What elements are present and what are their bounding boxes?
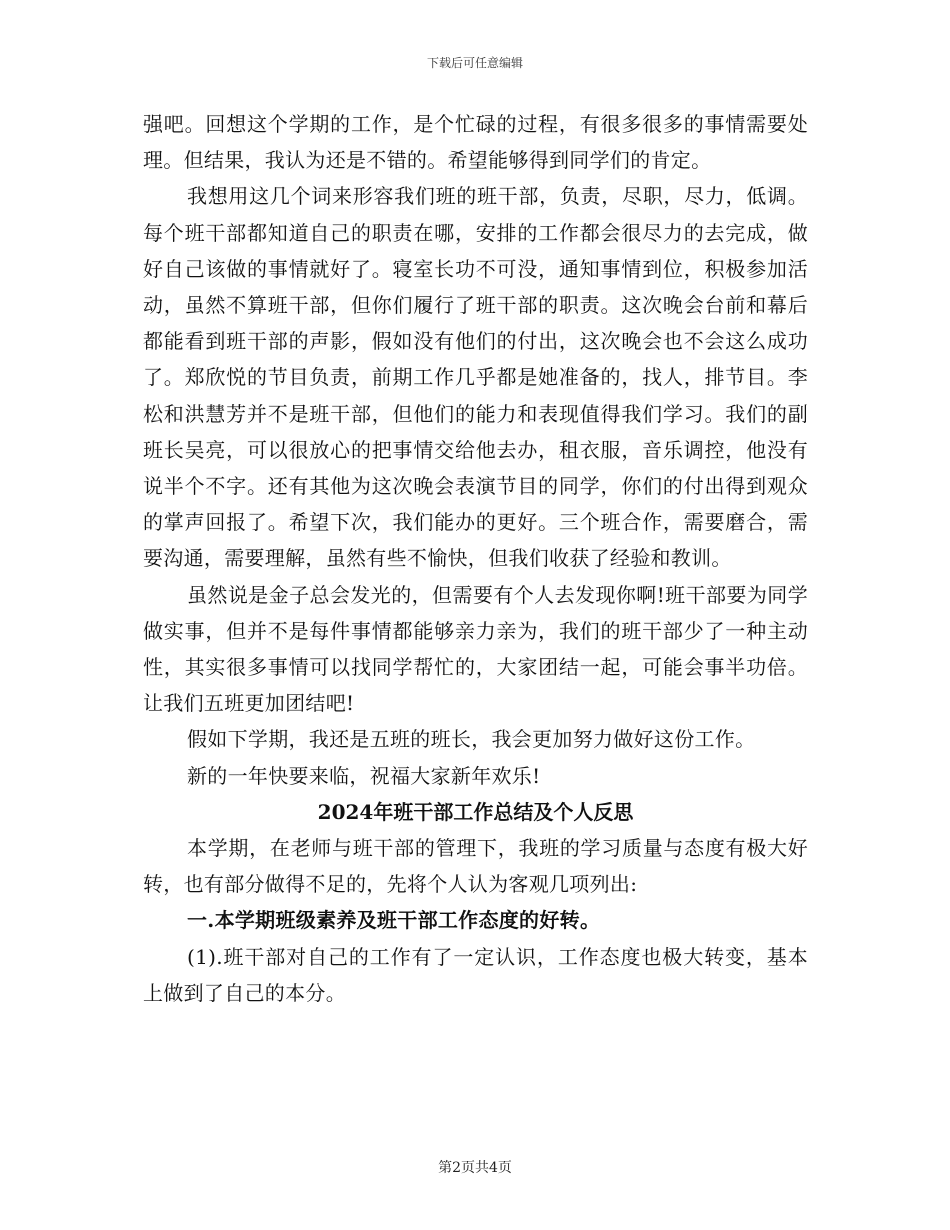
paragraph-gold-shines: 虽然说是金子总会发光的，但需要有个人去发现你啊!班干部要为同学做实事，但并不是每件事情都能够亲力亲为，我们的班干部少了一种主动性，其实很多事情可以找同学帮忙的，大家团结一起，可能会事半功倍。让我们五班更加团结吧! — [143, 582, 808, 716]
section-title: 2024年班干部工作总结及个人反思 — [317, 799, 634, 824]
paragraph-point-1: (1).班干部对自己的工作有了一定认识，工作态度也极大转变，基本上做到了自己的本分。 — [143, 944, 808, 1005]
page-number: 第2页共4页 — [438, 1160, 512, 1176]
paragraph-continuation: 强吧。回想这个学期的工作，是个忙碌的过程，有很多很多的事情需要处理。但结果，我认为还是不错的。希望能够得到同学们的肯定。 — [143, 112, 808, 173]
subheading-improvement: 一.本学期班级素养及班干部工作态度的好转。 — [187, 908, 601, 933]
document-body — [143, 106, 808, 1011]
paragraph-new-year: 新的一年快要来临，祝福大家新年欢乐! — [187, 763, 541, 788]
paragraph-class-cadres: 我想用这几个词来形容我们班的班干部，负责，尽职，尽力，低调。每个班干部都知道自己的职责在哪，安排的工作都会很尽力的去完成，做好自己该做的事情就好了。寝室长功不可没，通知事情到位，积极参加活动，虽然不算班干部，但你们履行了班干部的职责。这次晚会台前和幕后都能看到班干部的声影，假如没有他们的付出，这次晚会也不会这么成功了。郑欣悦的节目负责，前期工作几乎都是她准备的，找人，排节目。李松和洪慧芳并不是班干部，但他们的能力和表现值得我们学习。我们的副班长吴亮，可以很放心的把事情交给他去办，租衣服，音乐调控，他没有说半个不字。还有其他为这次晚会表演节目的同学，你们的付出得到观众的掌声回报了。希望下次，我们能办的更好。三个班合作，需要磨合，需要沟通，需要理解，虽然有些不愉快，但我们收获了经验和教训。 — [143, 184, 808, 571]
paragraph-next-semester: 假如下学期，我还是五班的班长，我会更加努力做好这份工作。 — [187, 727, 756, 752]
header-note: 下载后可任意编辑 — [426, 56, 523, 70]
paragraph-semester-intro: 本学期，在老师与班干部的管理下，我班的学习质量与态度有极大好转，也有部分做得不足的，先将个人认为客观几项列出: — [143, 836, 808, 897]
